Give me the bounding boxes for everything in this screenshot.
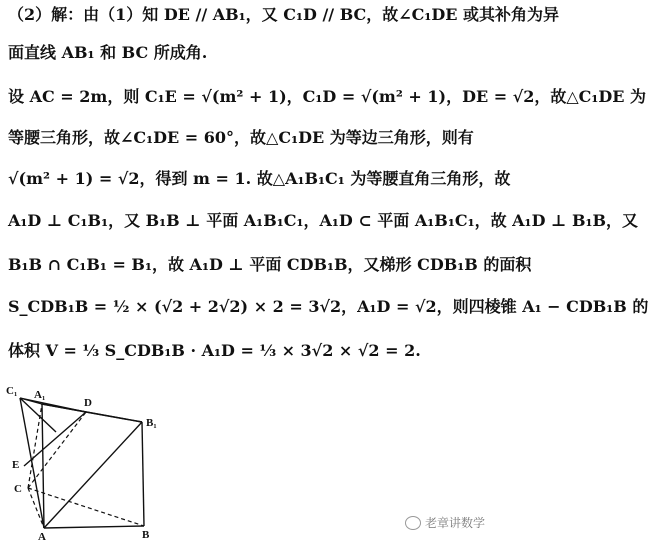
edge-c-b-dashed bbox=[28, 488, 144, 526]
label-b: B bbox=[142, 529, 150, 541]
solution-line-5: √(m² + 1) = √2，得到 m = 1. 故△A₁B₁C₁ 为等腰直角三角形，故 bbox=[8, 169, 511, 188]
label-a1: A₁ bbox=[34, 389, 46, 401]
solution-line-7: B₁B ∩ C₁B₁ = B₁，故 A₁D ⊥ 平面 CDB₁B，又梯形 CDB₁B 的面积 bbox=[8, 255, 532, 274]
label-d: D bbox=[84, 397, 92, 409]
wechat-icon bbox=[405, 516, 421, 530]
solution-line-1: （2）解：由（1）知 DE // AB₁，又 C₁D // BC，故∠C₁DE 或其补角为异 bbox=[8, 5, 560, 24]
edge-a1-d bbox=[42, 404, 86, 412]
solution-line-9: 体积 V = ⅓ S_CDB₁B · A₁D = ⅓ × 3√2 × √2 = 2. bbox=[8, 341, 421, 360]
solution-line-3: 设 AC = 2m，则 C₁E = √(m² + 1)，C₁D = √(m² + 1)，DE = √2，故△C₁DE 为 bbox=[8, 87, 647, 106]
watermark bbox=[405, 514, 485, 531]
edge-a-b bbox=[44, 526, 144, 528]
edge-b1-b bbox=[142, 422, 144, 526]
solution-line-6: A₁D ⊥ C₁B₁，又 B₁B ⊥ 平面 A₁B₁C₁，A₁D ⊂ 平面 A₁B₁C₁，故 A₁D ⊥ B₁B，又 bbox=[8, 211, 638, 230]
label-b1: B₁ bbox=[146, 417, 157, 429]
edge-c-a-dashed bbox=[28, 488, 44, 528]
edge-a-a1 bbox=[42, 404, 44, 528]
label-e: E bbox=[12, 459, 20, 471]
edge-a-b1 bbox=[44, 422, 142, 528]
edge-c-d-dashed bbox=[28, 412, 86, 488]
solution-line-2: 面直线 AB₁ 和 BC 所成角. bbox=[8, 43, 208, 62]
label-c: C bbox=[14, 483, 22, 495]
watermark-text: 老章讲数学 bbox=[424, 516, 485, 530]
label-c1: C₁ bbox=[6, 385, 18, 397]
label-a: A bbox=[38, 531, 46, 541]
solution-line-4: 等腰三角形，故∠C₁DE = 60°，故△C₁DE 为等边三角形，则有 bbox=[8, 128, 474, 147]
solution-line-8: S_CDB₁B = ½ × (√2 + 2√2) × 2 = 3√2，A₁D = √2，则四棱锥 A₁ − CDB₁B 的 bbox=[8, 297, 648, 316]
